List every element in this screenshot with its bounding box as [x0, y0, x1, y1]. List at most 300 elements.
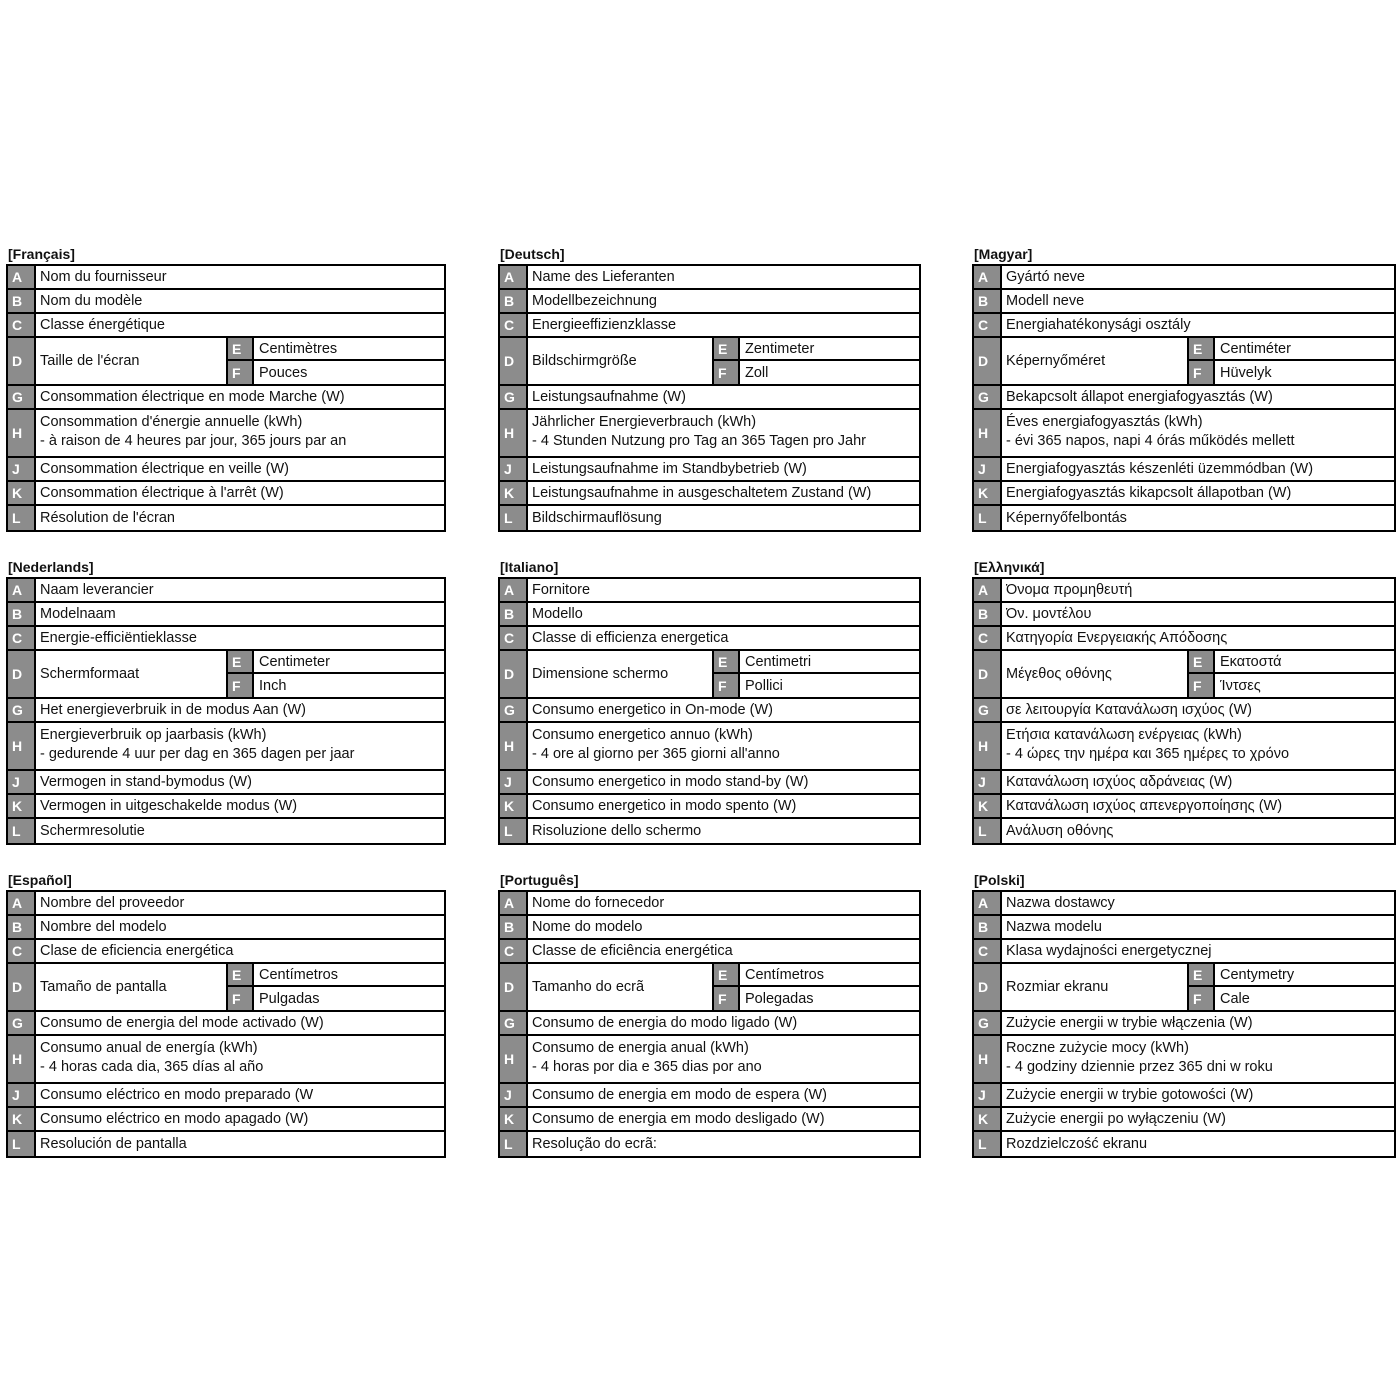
unit-row-f	[714, 674, 919, 697]
row-label-g: Zużycie energii w trybie włączenia (W)	[1006, 1015, 1253, 1031]
annual-consumption-title: Consumo anual de energía (kWh)	[40, 1040, 258, 1056]
row-label-k: Vermogen in uitgeschakelde modus (W)	[40, 798, 298, 814]
row-label-j: Consumo energetico in modo stand-by (W)	[532, 774, 809, 790]
annual-consumption-label	[40, 413, 440, 451]
label-table	[498, 890, 921, 1158]
block-title: [Deutsch]	[500, 246, 565, 262]
table-row-c	[8, 627, 444, 651]
row-label-l: Schermresolutie	[40, 823, 145, 839]
table-row-a	[8, 579, 444, 603]
unit-label-f: Pulgadas	[259, 990, 320, 1007]
row-letter-c: C	[8, 627, 36, 649]
annual-consumption-title: Consumo energetico annuo (kWh)	[532, 727, 753, 743]
screen-size-label: Tamaño de pantalla	[40, 979, 167, 995]
annual-consumption-title: Roczne zużycie mocy (kWh)	[1006, 1040, 1189, 1056]
annual-consumption-note: - 4 Stunden Nutzung pro Tag an 365 Tagen pro Jahr	[532, 433, 867, 449]
row-letter-k: K	[974, 795, 1002, 817]
row-label-g: Consumo energetico in On-mode (W)	[532, 702, 773, 718]
row-label-k: Consommation électrique à l'arrêt (W)	[40, 485, 284, 501]
table-row-j	[500, 1084, 919, 1108]
row-label-b: Modellbezeichnung	[532, 293, 657, 309]
table-row-a	[500, 579, 919, 603]
screen-size-units	[1187, 651, 1394, 697]
row-letter-a: A	[8, 892, 36, 914]
unit-label-e: Centimètres	[259, 340, 338, 357]
row-label-c: Energie-efficiëntieklasse	[40, 630, 197, 646]
row-letter-k: K	[974, 482, 1002, 504]
row-letter-b: B	[974, 603, 1002, 625]
unit-row-f	[1189, 987, 1394, 1010]
unit-label-e: Centymetry	[1220, 966, 1295, 983]
row-letter-a: A	[974, 579, 1002, 601]
row-label-j: Consumo eléctrico en modo preparado (W	[40, 1087, 314, 1103]
annual-consumption-note: - évi 365 napos, napi 4 órás működés mellett	[1006, 433, 1295, 449]
unit-label-e: Centiméter	[1220, 340, 1291, 357]
row-label-g: Consumo de energia do modo ligado (W)	[532, 1015, 798, 1031]
table-row-l	[974, 506, 1394, 530]
table-row-c	[500, 314, 919, 338]
row-label-c: Classe di efficienza energetica	[532, 630, 729, 646]
table-row-c	[8, 940, 444, 964]
label-table	[6, 890, 446, 1158]
unit-row-e	[228, 964, 444, 987]
row-letter-f: F	[714, 987, 740, 1010]
row-letter-f: F	[1189, 361, 1215, 384]
row-letter-c: C	[974, 314, 1002, 336]
annual-consumption-title: Consommation d'énergie annuelle (kWh)	[40, 414, 303, 430]
table-row-g	[974, 699, 1394, 723]
table-row-a	[8, 892, 444, 916]
row-label-b: Modelnaam	[40, 606, 116, 622]
row-label-a: Nombre del proveedor	[40, 895, 185, 911]
row-label-a: Nome do fornecedor	[532, 895, 665, 911]
screen-size-label: Rozmiar ekranu	[1006, 979, 1109, 995]
table-row-h	[974, 723, 1394, 771]
table-row-g	[500, 699, 919, 723]
table-row-g	[500, 386, 919, 410]
screen-size-units	[712, 338, 919, 384]
label-table	[498, 264, 921, 532]
table-row-j	[500, 458, 919, 482]
row-label-b: Nom du modèle	[40, 293, 143, 309]
row-letter-l: L	[8, 506, 36, 530]
annual-consumption-note: - 4 godziny dziennie przez 365 dni w roku	[1006, 1059, 1273, 1075]
row-letter-g: G	[974, 699, 1002, 721]
unit-label-f: Polegadas	[745, 990, 814, 1007]
table-row-h	[500, 723, 919, 771]
row-letter-g: G	[8, 386, 36, 408]
table-row-b	[974, 916, 1394, 940]
table-row-k	[8, 1108, 444, 1132]
row-letter-l: L	[974, 819, 1002, 843]
unit-row-e	[714, 651, 919, 674]
screen-size-units	[226, 964, 444, 1010]
unit-row-e	[714, 338, 919, 361]
row-letter-b: B	[500, 290, 528, 312]
row-label-g: Consumo de energia del mode activado (W)	[40, 1015, 324, 1031]
table-row-l	[500, 506, 919, 530]
block-title: [Português]	[500, 872, 579, 888]
row-letter-k: K	[974, 1108, 1002, 1130]
row-letter-e: E	[228, 651, 254, 672]
row-letter-h: H	[500, 723, 528, 769]
table-row-c	[8, 314, 444, 338]
row-letter-d: D	[974, 964, 1002, 1010]
table-row-d	[974, 338, 1394, 386]
unit-label-e: Centímetros	[259, 966, 338, 983]
row-label-k: Consumo de energia em modo desligado (W)	[532, 1111, 825, 1127]
row-letter-c: C	[8, 314, 36, 336]
row-letter-h: H	[8, 1036, 36, 1082]
annual-consumption-note: - 4 horas por dia e 365 dias por ano	[532, 1059, 762, 1075]
row-letter-h: H	[974, 1036, 1002, 1082]
block-title: [Nederlands]	[8, 559, 94, 575]
row-letter-a: A	[500, 579, 528, 601]
row-letter-g: G	[974, 386, 1002, 408]
row-letter-b: B	[974, 290, 1002, 312]
row-label-j: Energiafogyasztás készenléti üzemmódban (W)	[1006, 461, 1314, 477]
row-letter-e: E	[1189, 651, 1215, 672]
annual-consumption-title: Consumo de energia anual (kWh)	[532, 1040, 749, 1056]
row-letter-h: H	[500, 410, 528, 456]
row-letter-f: F	[228, 987, 254, 1010]
row-letter-c: C	[974, 940, 1002, 962]
row-letter-f: F	[714, 674, 740, 697]
screen-size-label: Schermformaat	[40, 666, 140, 682]
unit-label-e: Centimeter	[259, 653, 330, 670]
row-letter-g: G	[8, 1012, 36, 1034]
label-table	[972, 577, 1396, 845]
row-letter-h: H	[974, 723, 1002, 769]
unit-label-f: Zoll	[745, 364, 769, 381]
annual-consumption-label	[40, 1039, 440, 1077]
row-label-c: Classe énergétique	[40, 317, 165, 333]
annual-consumption-label	[1006, 413, 1390, 451]
unit-label-e: Εκατοστά	[1220, 653, 1282, 670]
table-row-g	[8, 699, 444, 723]
table-row-b	[500, 916, 919, 940]
row-letter-e: E	[714, 338, 740, 359]
table-row-k	[500, 482, 919, 506]
table-row-l	[8, 506, 444, 530]
table-row-j	[974, 771, 1394, 795]
row-letter-f: F	[1189, 674, 1215, 697]
table-row-l	[500, 819, 919, 843]
unit-row-f	[1189, 361, 1394, 384]
table-row-h	[500, 410, 919, 458]
row-letter-b: B	[8, 603, 36, 625]
unit-label-f: Pollici	[745, 677, 783, 694]
annual-consumption-label	[532, 1039, 915, 1077]
row-label-c: Classe de eficiência energética	[532, 943, 733, 959]
table-row-d	[500, 964, 919, 1012]
table-row-j	[974, 458, 1394, 482]
row-letter-g: G	[500, 1012, 528, 1034]
row-letter-h: H	[500, 1036, 528, 1082]
row-letter-d: D	[500, 651, 528, 697]
row-label-b: Nazwa modelu	[1006, 919, 1102, 935]
unit-row-e	[1189, 338, 1394, 361]
unit-label-e: Centimetri	[745, 653, 812, 670]
table-row-b	[8, 916, 444, 940]
row-label-k: Consumo eléctrico en modo apagado (W)	[40, 1111, 309, 1127]
row-letter-l: L	[8, 1132, 36, 1156]
row-letter-c: C	[8, 940, 36, 962]
table-row-k	[500, 1108, 919, 1132]
table-row-l	[8, 819, 444, 843]
row-letter-c: C	[500, 314, 528, 336]
row-letter-d: D	[8, 338, 36, 384]
table-row-k	[974, 482, 1394, 506]
unit-row-f	[714, 987, 919, 1010]
row-letter-a: A	[8, 266, 36, 288]
table-row-d	[974, 651, 1394, 699]
annual-consumption-title: Ετήσια κατανάλωση ενέργειας (kWh)	[1006, 727, 1242, 743]
row-letter-e: E	[1189, 964, 1215, 985]
unit-row-f	[1189, 674, 1394, 697]
table-row-l	[8, 1132, 444, 1156]
unit-row-f	[714, 361, 919, 384]
row-letter-g: G	[500, 699, 528, 721]
row-letter-b: B	[974, 916, 1002, 938]
unit-label-f: Inch	[259, 677, 287, 694]
row-letter-j: J	[500, 458, 528, 480]
screen-size-label: Képernyőméret	[1006, 353, 1106, 369]
label-table	[972, 264, 1396, 532]
row-letter-c: C	[974, 627, 1002, 649]
table-row-b	[500, 603, 919, 627]
row-label-a: Fornitore	[532, 582, 591, 598]
row-label-k: Κατανάλωση ισχύος απενεργοποίησης (W)	[1006, 798, 1283, 814]
row-letter-a: A	[500, 892, 528, 914]
row-letter-b: B	[8, 916, 36, 938]
unit-row-e	[714, 964, 919, 987]
screen-size-label: Dimensione schermo	[532, 666, 669, 682]
table-row-j	[8, 1084, 444, 1108]
table-row-c	[500, 940, 919, 964]
row-letter-k: K	[8, 1108, 36, 1130]
annual-consumption-label	[1006, 1039, 1390, 1077]
table-row-b	[8, 603, 444, 627]
row-letter-h: H	[8, 410, 36, 456]
annual-consumption-title: Éves energiafogyasztás (kWh)	[1006, 414, 1203, 430]
row-letter-f: F	[228, 361, 254, 384]
row-label-l: Bildschirmauflösung	[532, 510, 662, 526]
table-row-j	[8, 458, 444, 482]
label-table	[498, 577, 921, 845]
row-label-a: Nazwa dostawcy	[1006, 895, 1115, 911]
row-letter-j: J	[974, 1084, 1002, 1106]
row-label-g: Leistungsaufnahme (W)	[532, 389, 686, 405]
table-row-a	[500, 892, 919, 916]
row-label-j: Leistungsaufnahme im Standbybetrieb (W)	[532, 461, 807, 477]
row-label-g: Bekapcsolt állapot energiafogyasztás (W)	[1006, 389, 1273, 405]
row-letter-d: D	[500, 964, 528, 1010]
screen-size-units	[226, 651, 444, 697]
unit-row-e	[228, 338, 444, 361]
table-row-c	[974, 627, 1394, 651]
screen-size-label: Μέγεθος οθόνης	[1006, 666, 1112, 682]
table-row-k	[500, 795, 919, 819]
row-label-l: Résolution de l'écran	[40, 510, 175, 526]
table-row-a	[974, 892, 1394, 916]
table-row-b	[500, 290, 919, 314]
annual-consumption-label	[532, 413, 915, 451]
row-letter-b: B	[8, 290, 36, 312]
table-row-j	[974, 1084, 1394, 1108]
row-letter-j: J	[974, 771, 1002, 793]
screen-size-label: Taille de l'écran	[40, 353, 140, 369]
row-letter-k: K	[8, 795, 36, 817]
block-title: [Magyar]	[974, 246, 1033, 262]
row-label-j: Κατανάλωση ισχύος αδράνειας (W)	[1006, 774, 1233, 790]
row-label-c: Clase de eficiencia energética	[40, 943, 234, 959]
row-letter-l: L	[500, 506, 528, 530]
screen-size-units	[712, 651, 919, 697]
row-letter-j: J	[500, 771, 528, 793]
unit-label-f: Pouces	[259, 364, 308, 381]
unit-label-e: Centímetros	[745, 966, 824, 983]
row-letter-g: G	[500, 386, 528, 408]
row-letter-a: A	[974, 892, 1002, 914]
row-letter-e: E	[228, 964, 254, 985]
row-letter-f: F	[714, 361, 740, 384]
row-letter-d: D	[974, 338, 1002, 384]
table-row-b	[974, 603, 1394, 627]
unit-label-e: Zentimeter	[745, 340, 815, 357]
row-letter-j: J	[8, 771, 36, 793]
table-row-h	[974, 410, 1394, 458]
annual-consumption-label	[1006, 726, 1390, 764]
screen-size-units	[226, 338, 444, 384]
row-letter-e: E	[714, 964, 740, 985]
row-letter-e: E	[228, 338, 254, 359]
unit-row-f	[228, 987, 444, 1010]
row-letter-c: C	[500, 940, 528, 962]
row-letter-g: G	[8, 699, 36, 721]
row-letter-l: L	[974, 506, 1002, 530]
row-letter-k: K	[500, 482, 528, 504]
row-label-k: Consumo energetico in modo spento (W)	[532, 798, 797, 814]
table-row-h	[8, 410, 444, 458]
table-row-j	[8, 771, 444, 795]
row-letter-l: L	[8, 819, 36, 843]
screen-size-label: Bildschirmgröße	[532, 353, 637, 369]
table-row-k	[8, 482, 444, 506]
row-letter-a: A	[500, 266, 528, 288]
annual-consumption-note: - 4 ώρες την ημέρα και 365 ημέρες το χρόνο	[1006, 746, 1290, 762]
unit-label-f: Cale	[1220, 990, 1250, 1007]
row-label-l: Resolución de pantalla	[40, 1136, 187, 1152]
row-label-j: Vermogen in stand-bymodus (W)	[40, 774, 252, 790]
block-title: [Ελληνικά]	[974, 559, 1045, 575]
row-letter-e: E	[1189, 338, 1215, 359]
row-label-a: Nom du fournisseur	[40, 269, 167, 285]
table-row-g	[500, 1012, 919, 1036]
row-label-b: Modello	[532, 606, 583, 622]
row-label-a: Naam leverancier	[40, 582, 154, 598]
unit-row-e	[228, 651, 444, 674]
table-row-c	[500, 627, 919, 651]
table-row-g	[974, 386, 1394, 410]
table-row-d	[8, 338, 444, 386]
row-label-j: Zużycie energii w trybie gotowości (W)	[1006, 1087, 1254, 1103]
row-letter-b: B	[500, 603, 528, 625]
table-row-k	[974, 1108, 1394, 1132]
row-label-g: σε λειτουργία Κατανάλωση ισχύος (W)	[1006, 702, 1252, 718]
row-letter-h: H	[8, 723, 36, 769]
screen-size-units	[1187, 964, 1394, 1010]
row-letter-j: J	[500, 1084, 528, 1106]
table-row-d	[500, 651, 919, 699]
annual-consumption-note: - 4 horas cada dia, 365 días al año	[40, 1059, 264, 1075]
annual-consumption-note: - à raison de 4 heures par jour, 365 jours par an	[40, 433, 347, 449]
row-label-l: Ανάλυση οθόνης	[1006, 823, 1114, 839]
table-row-c	[974, 940, 1394, 964]
row-letter-f: F	[1189, 987, 1215, 1010]
row-letter-b: B	[500, 916, 528, 938]
row-letter-j: J	[974, 458, 1002, 480]
label-table	[6, 264, 446, 532]
table-row-d	[8, 964, 444, 1012]
row-label-b: Nombre del modelo	[40, 919, 167, 935]
table-row-d	[500, 338, 919, 386]
row-label-g: Het energieverbruik in de modus Aan (W)	[40, 702, 306, 718]
table-row-l	[974, 1132, 1394, 1156]
row-label-j: Consumo de energia em modo de espera (W)	[532, 1087, 827, 1103]
row-letter-k: K	[8, 482, 36, 504]
block-title: [Español]	[8, 872, 72, 888]
table-row-k	[8, 795, 444, 819]
row-letter-a: A	[8, 579, 36, 601]
label-table	[972, 890, 1396, 1158]
row-letter-d: D	[8, 651, 36, 697]
table-row-d	[974, 964, 1394, 1012]
row-label-k: Energiafogyasztás kikapcsolt állapotban (W)	[1006, 485, 1292, 501]
annual-consumption-note: - gedurende 4 uur per dag en 365 dagen per jaar	[40, 746, 355, 762]
annual-consumption-note: - 4 ore al giorno per 365 giorni all'anno	[532, 746, 780, 762]
row-label-b: Όν. μοντέλου	[1006, 606, 1092, 622]
annual-consumption-title: Energieverbruik op jaarbasis (kWh)	[40, 727, 267, 743]
row-label-a: Όνομα προμηθευτή	[1006, 582, 1133, 598]
table-row-l	[500, 1132, 919, 1156]
row-label-j: Consommation électrique en veille (W)	[40, 461, 290, 477]
unit-row-f	[228, 361, 444, 384]
row-letter-k: K	[500, 1108, 528, 1130]
table-row-h	[500, 1036, 919, 1084]
table-row-g	[8, 1012, 444, 1036]
screen-size-units	[1187, 338, 1394, 384]
annual-consumption-label	[532, 726, 915, 764]
annual-consumption-label	[40, 726, 440, 764]
row-label-c: Energieeffizienzklasse	[532, 317, 677, 333]
table-row-g	[974, 1012, 1394, 1036]
row-label-l: Risoluzione dello schermo	[532, 823, 702, 839]
row-letter-l: L	[500, 819, 528, 843]
table-row-g	[8, 386, 444, 410]
row-label-c: Energiahatékonysági osztály	[1006, 317, 1191, 333]
table-row-h	[8, 1036, 444, 1084]
row-letter-d: D	[500, 338, 528, 384]
row-label-g: Consommation électrique en mode Marche (W)	[40, 389, 345, 405]
row-letter-l: L	[974, 1132, 1002, 1156]
row-label-k: Leistungsaufnahme in ausgeschaltetem Zustand (W)	[532, 485, 872, 501]
row-letter-c: C	[500, 627, 528, 649]
row-letter-l: L	[500, 1132, 528, 1156]
row-letter-k: K	[500, 795, 528, 817]
unit-label-f: Hüvelyk	[1220, 364, 1272, 381]
row-label-k: Zużycie energii po wyłączeniu (W)	[1006, 1111, 1226, 1127]
